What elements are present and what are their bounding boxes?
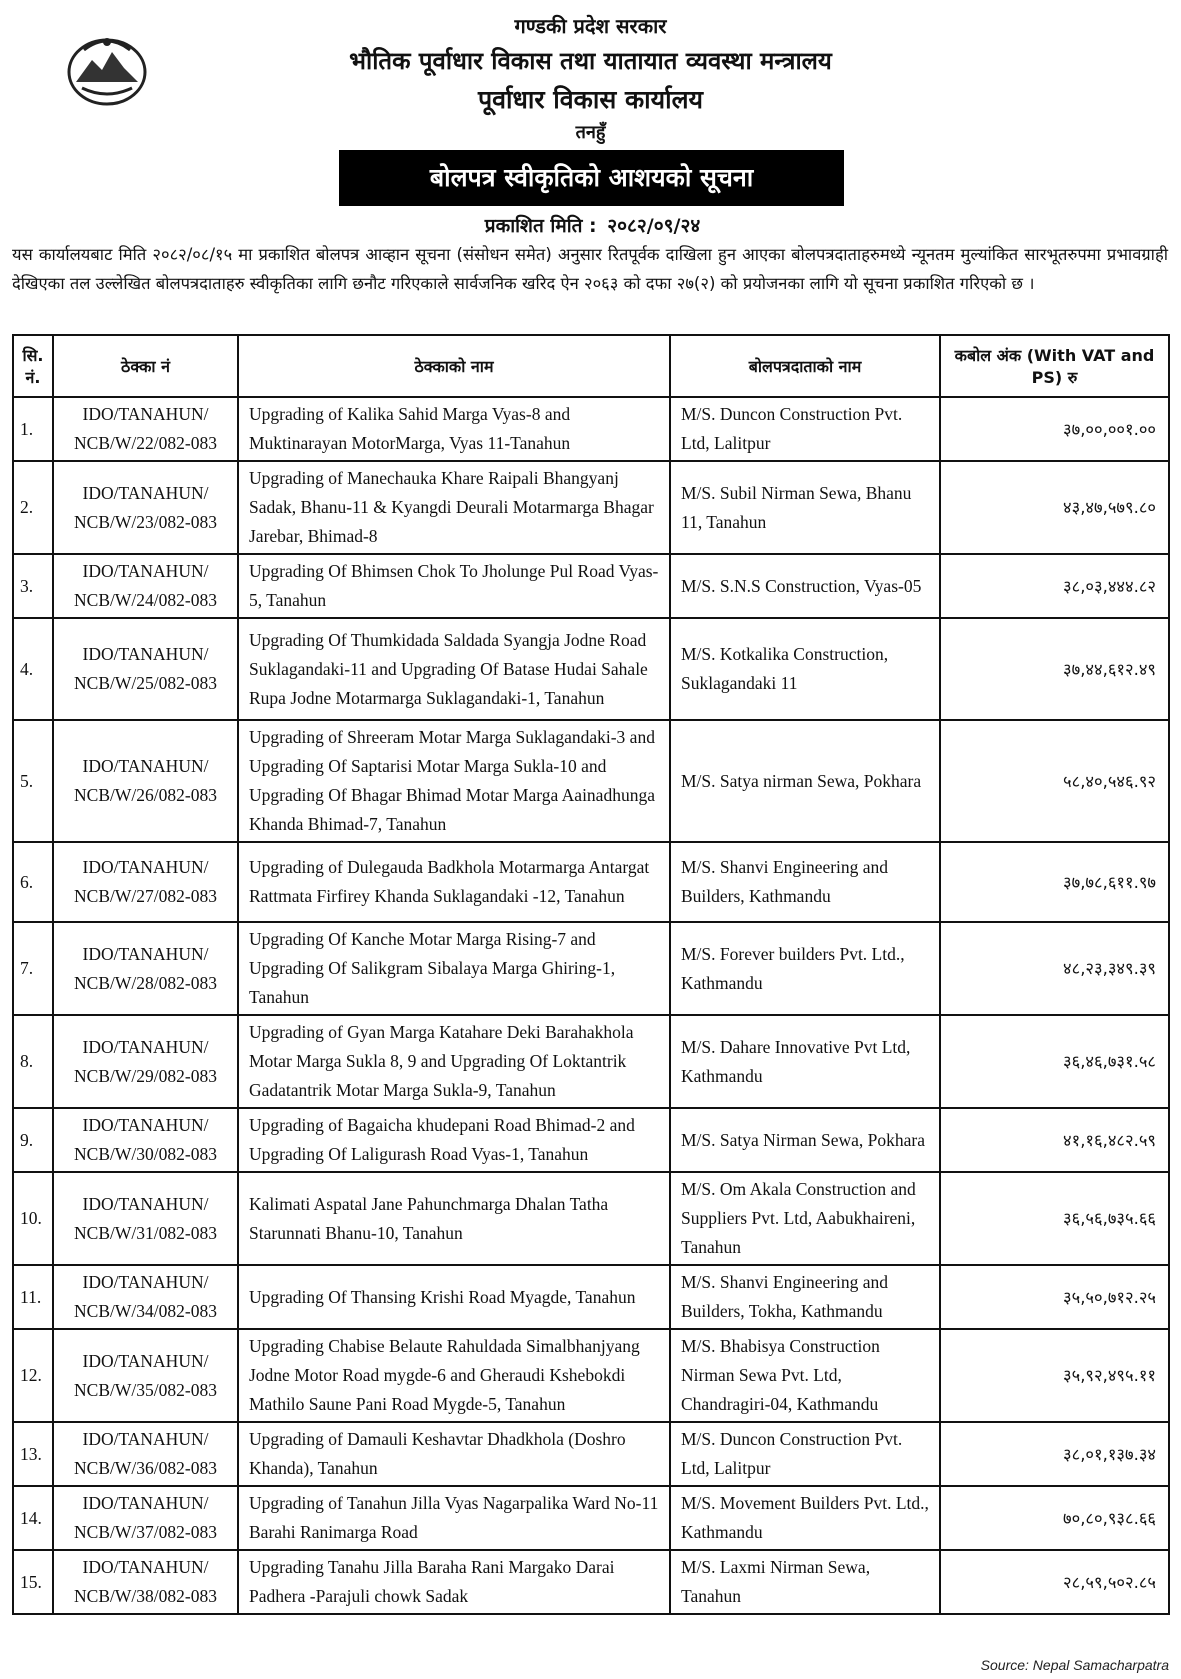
- row-bidder: M/S. S.N.S Construction, Vyas-05: [670, 554, 940, 618]
- table-row: [13, 1550, 1169, 1614]
- row-bidder: M/S. Bhabisya Construction Nirman Sewa Pvt. Ltd, Chandragiri-04, Kathmandu: [670, 1329, 940, 1422]
- row-bidder: M/S. Movement Builders Pvt. Ltd., Kathmandu: [670, 1486, 940, 1550]
- row-amount: ५८,४०,५४६.९२: [940, 720, 1169, 842]
- row-serial: 4.: [13, 618, 53, 720]
- row-contract-no: IDO/TANAHUN/ NCB/W/34/082-083: [53, 1265, 238, 1329]
- row-contract-no: IDO/TANAHUN/ NCB/W/37/082-083: [53, 1486, 238, 1550]
- table-row: [13, 1172, 1169, 1265]
- intro-paragraph: यस कार्यालयबाट मिति २०८२/०८/१५ मा प्रकाशित बोलपत्र आव्हान सूचना (संसोधन समेत) अनुसार रितपूर्वक दाखिला हुन आएका बोलपत्रदाताहरुमध्ये न्यूनतम मुल्यांकित सारभूतरुपमा प्रभावग्राही देखिएका तल उल्लेखित बोलपत्रदाताहरु स्वीकृतिका लागि छनौट गरिएकाले सार्वजनिक खरिद ऐन २०६३ को दफा २७(२) को प्रयोजनका लागि यो सूचना प्रकाशित गरिएको छ ।: [12, 245, 1168, 293]
- table-row: [13, 618, 1169, 720]
- row-contract-name: Upgrading Chabise Belaute Rahuldada Simalbhanjyang Jodne Motor Road mygde-6 and Gheraudi Kshebokdi Mathilo Saune Pani Road Mygde-5, Tanahun: [238, 1329, 670, 1422]
- header-contract-name: ठेक्काको नाम: [238, 335, 670, 397]
- office-name: पूर्वाधार विकास कार्यालय: [477, 85, 704, 114]
- row-amount: ४३,४७,५७९.८०: [940, 461, 1169, 554]
- table-row: [13, 397, 1169, 461]
- table-header-row: [13, 335, 1169, 397]
- table-row: [13, 1422, 1169, 1486]
- row-amount: ३५,९२,४९५.११: [940, 1329, 1169, 1422]
- row-contract-no: IDO/TANAHUN/ NCB/W/23/082-083: [53, 461, 238, 554]
- row-contract-no: IDO/TANAHUN/ NCB/W/31/082-083: [53, 1172, 238, 1265]
- row-amount: ३७,००,००१.००: [940, 397, 1169, 461]
- row-serial: 15.: [13, 1550, 53, 1614]
- row-contract-name: Upgrading Tanahu Jilla Baraha Rani Margako Darai Padhera -Parajuli chowk Sadak: [238, 1550, 670, 1614]
- row-amount: ३८,०१,१३७.३४: [940, 1422, 1169, 1486]
- row-contract-name: Upgrading of Bagaicha khudepani Road Bhimad-2 and Upgrading Of Laligurash Road Vyas-1, Tanahun: [238, 1108, 670, 1172]
- header-serial: सि. नं.: [13, 335, 53, 397]
- row-contract-no: IDO/TANAHUN/ NCB/W/24/082-083: [53, 554, 238, 618]
- row-serial: 10.: [13, 1172, 53, 1265]
- table-row: [13, 1265, 1169, 1329]
- row-bidder: M/S. Kotkalika Construction, Suklagandaki 11: [670, 618, 940, 720]
- row-contract-no: IDO/TANAHUN/ NCB/W/22/082-083: [53, 397, 238, 461]
- row-bidder: M/S. Shanvi Engineering and Builders, Kathmandu: [670, 842, 940, 922]
- row-serial: 13.: [13, 1422, 53, 1486]
- row-contract-no: IDO/TANAHUN/ NCB/W/25/082-083: [53, 618, 238, 720]
- row-contract-no: IDO/TANAHUN/ NCB/W/26/082-083: [53, 720, 238, 842]
- row-contract-no: IDO/TANAHUN/ NCB/W/29/082-083: [53, 1015, 238, 1108]
- row-amount: ४१,१६,४८२.५९: [940, 1108, 1169, 1172]
- row-contract-name: Upgrading Of Bhimsen Chok To Jholunge Pul Road Vyas-5, Tanahun: [238, 554, 670, 618]
- table-row: [13, 1329, 1169, 1422]
- row-bidder: M/S. Dahare Innovative Pvt Ltd, Kathmandu: [670, 1015, 940, 1108]
- row-amount: ३८,०३,४४४.८२: [940, 554, 1169, 618]
- row-serial: 14.: [13, 1486, 53, 1550]
- row-bidder: M/S. Satya nirman Sewa, Pokhara: [670, 720, 940, 842]
- source-credit: Source: Nepal Samacharpatra: [980, 1657, 1169, 1673]
- row-contract-name: Upgrading of Damauli Keshavtar Dhadkhola (Doshro Khanda), Tanahun: [238, 1422, 670, 1486]
- published-date-line: [0, 212, 1181, 238]
- row-bidder: M/S. Satya Nirman Sewa, Pokhara: [670, 1108, 940, 1172]
- table-row: [13, 1108, 1169, 1172]
- award-table: [12, 334, 1170, 1615]
- row-contract-no: IDO/TANAHUN/ NCB/W/30/082-083: [53, 1108, 238, 1172]
- row-serial: 12.: [13, 1329, 53, 1422]
- table-row: [13, 461, 1169, 554]
- row-contract-name: Upgrading Of Kanche Motar Marga Rising-7 and Upgrading Of Salikgram Sibalaya Marga Ghiring-1, Tanahun: [238, 922, 670, 1015]
- table-row: [13, 1486, 1169, 1550]
- row-contract-no: IDO/TANAHUN/ NCB/W/36/082-083: [53, 1422, 238, 1486]
- header-bidder: बोलपत्रदाताको नाम: [670, 335, 940, 397]
- row-serial: 7.: [13, 922, 53, 1015]
- row-bidder: M/S. Laxmi Nirman Sewa, Tanahun: [670, 1550, 940, 1614]
- row-contract-name: Upgrading Of Thansing Krishi Road Myagde, Tanahun: [238, 1265, 670, 1329]
- row-bidder: M/S. Forever builders Pvt. Ltd., Kathmandu: [670, 922, 940, 1015]
- row-serial: 2.: [13, 461, 53, 554]
- row-amount: ३५,५०,७१२.२५: [940, 1265, 1169, 1329]
- notice-title: बोलपत्र स्वीकृतिको आशयको सूचना: [339, 150, 844, 206]
- row-contract-no: IDO/TANAHUN/ NCB/W/38/082-083: [53, 1550, 238, 1614]
- row-amount: ३६,५६,७३५.६६: [940, 1172, 1169, 1265]
- table-row: [13, 554, 1169, 618]
- row-bidder: M/S. Duncon Construction Pvt. Ltd, Lalitpur: [670, 1422, 940, 1486]
- row-serial: 9.: [13, 1108, 53, 1172]
- province-name: गण्डकी प्रदेश सरकार: [514, 14, 667, 38]
- table-row: [13, 1015, 1169, 1108]
- row-bidder: M/S. Subil Nirman Sewa, Bhanu 11, Tanahun: [670, 461, 940, 554]
- row-amount: ३७,७८,६११.९७: [940, 842, 1169, 922]
- published-date: २०८२/०९/२४: [607, 215, 701, 237]
- row-bidder: M/S. Om Akala Construction and Suppliers Pvt. Ltd, Aabukhaireni, Tanahun: [670, 1172, 940, 1265]
- row-serial: 5.: [13, 720, 53, 842]
- header-contract-no: ठेक्का नं: [53, 335, 238, 397]
- row-bidder: M/S. Shanvi Engineering and Builders, Tokha, Kathmandu: [670, 1265, 940, 1329]
- row-serial: 3.: [13, 554, 53, 618]
- row-serial: 8.: [13, 1015, 53, 1108]
- published-label: प्रकाशित मिति :: [484, 215, 597, 237]
- row-amount: ४८,२३,३४९.३९: [940, 922, 1169, 1015]
- row-amount: ७०,८०,९३८.६६: [940, 1486, 1169, 1550]
- row-contract-name: Upgrading of Gyan Marga Katahare Deki Barahakhola Motar Marga Sukla 8, 9 and Upgrading Of Loktantrik Gadatantrik Motar Marga Sukla-9, Tanahun: [238, 1015, 670, 1108]
- row-contract-no: IDO/TANAHUN/ NCB/W/28/082-083: [53, 922, 238, 1015]
- notice-header: [0, 0, 1181, 238]
- row-contract-name: Upgrading of Dulegauda Badkhola Motarmarga Antargat Rattmata Firfirey Khanda Suklagandaki -12, Tanahun: [238, 842, 670, 922]
- table-row: [13, 720, 1169, 842]
- row-serial: 11.: [13, 1265, 53, 1329]
- table-row: [13, 922, 1169, 1015]
- row-amount: ३६,४६,७३१.५८: [940, 1015, 1169, 1108]
- header-amount: कबोल अंक (With VAT and PS) रु: [940, 335, 1169, 397]
- row-contract-name: Upgrading of Tanahun Jilla Vyas Nagarpalika Ward No-11 Barahi Ranimarga Road: [238, 1486, 670, 1550]
- ministry-name: भौतिक पूर्वाधार विकास तथा यातायात व्यवस्था मन्त्रालय: [349, 47, 832, 75]
- row-contract-name: Upgrading of Manechauka Khare Raipali Bhangyanj Sadak, Bhanu-11 & Kyangdi Deurali Motarmarga Bhagar Jarebar, Bhimad-8: [238, 461, 670, 554]
- row-amount: २८,५९,५०२.८५: [940, 1550, 1169, 1614]
- row-contract-name: Kalimati Aspatal Jane Pahunchmarga Dhalan Tatha Starunnati Bhanu-10, Tanahun: [238, 1172, 670, 1265]
- row-contract-no: IDO/TANAHUN/ NCB/W/35/082-083: [53, 1329, 238, 1422]
- row-contract-name: Upgrading of Shreeram Motar Marga Suklagandaki-3 and Upgrading Of Saptarisi Motar Marga Sukla-10 and Upgrading Of Bhagar Bhimad Motar Marga Aainadhunga Khanda Bhimad-7, Tanahun: [238, 720, 670, 842]
- row-contract-name: Upgrading Of Thumkidada Saldada Syangja Jodne Road Suklagandaki-11 and Upgrading Of Batase Hudai Sahale Rupa Jodne Motarmarga Suklagandaki-1, Tanahun: [238, 618, 670, 720]
- row-serial: 1.: [13, 397, 53, 461]
- district-name: तनहुँ: [575, 122, 606, 143]
- table-row: [13, 842, 1169, 922]
- row-serial: 6.: [13, 842, 53, 922]
- row-bidder: M/S. Duncon Construction Pvt. Ltd, Lalitpur: [670, 397, 940, 461]
- row-contract-no: IDO/TANAHUN/ NCB/W/27/082-083: [53, 842, 238, 922]
- row-amount: ३७,४४,६१२.४९: [940, 618, 1169, 720]
- row-contract-name: Upgrading of Kalika Sahid Marga Vyas-8 and Muktinarayan MotorMarga, Vyas 11-Tanahun: [238, 397, 670, 461]
